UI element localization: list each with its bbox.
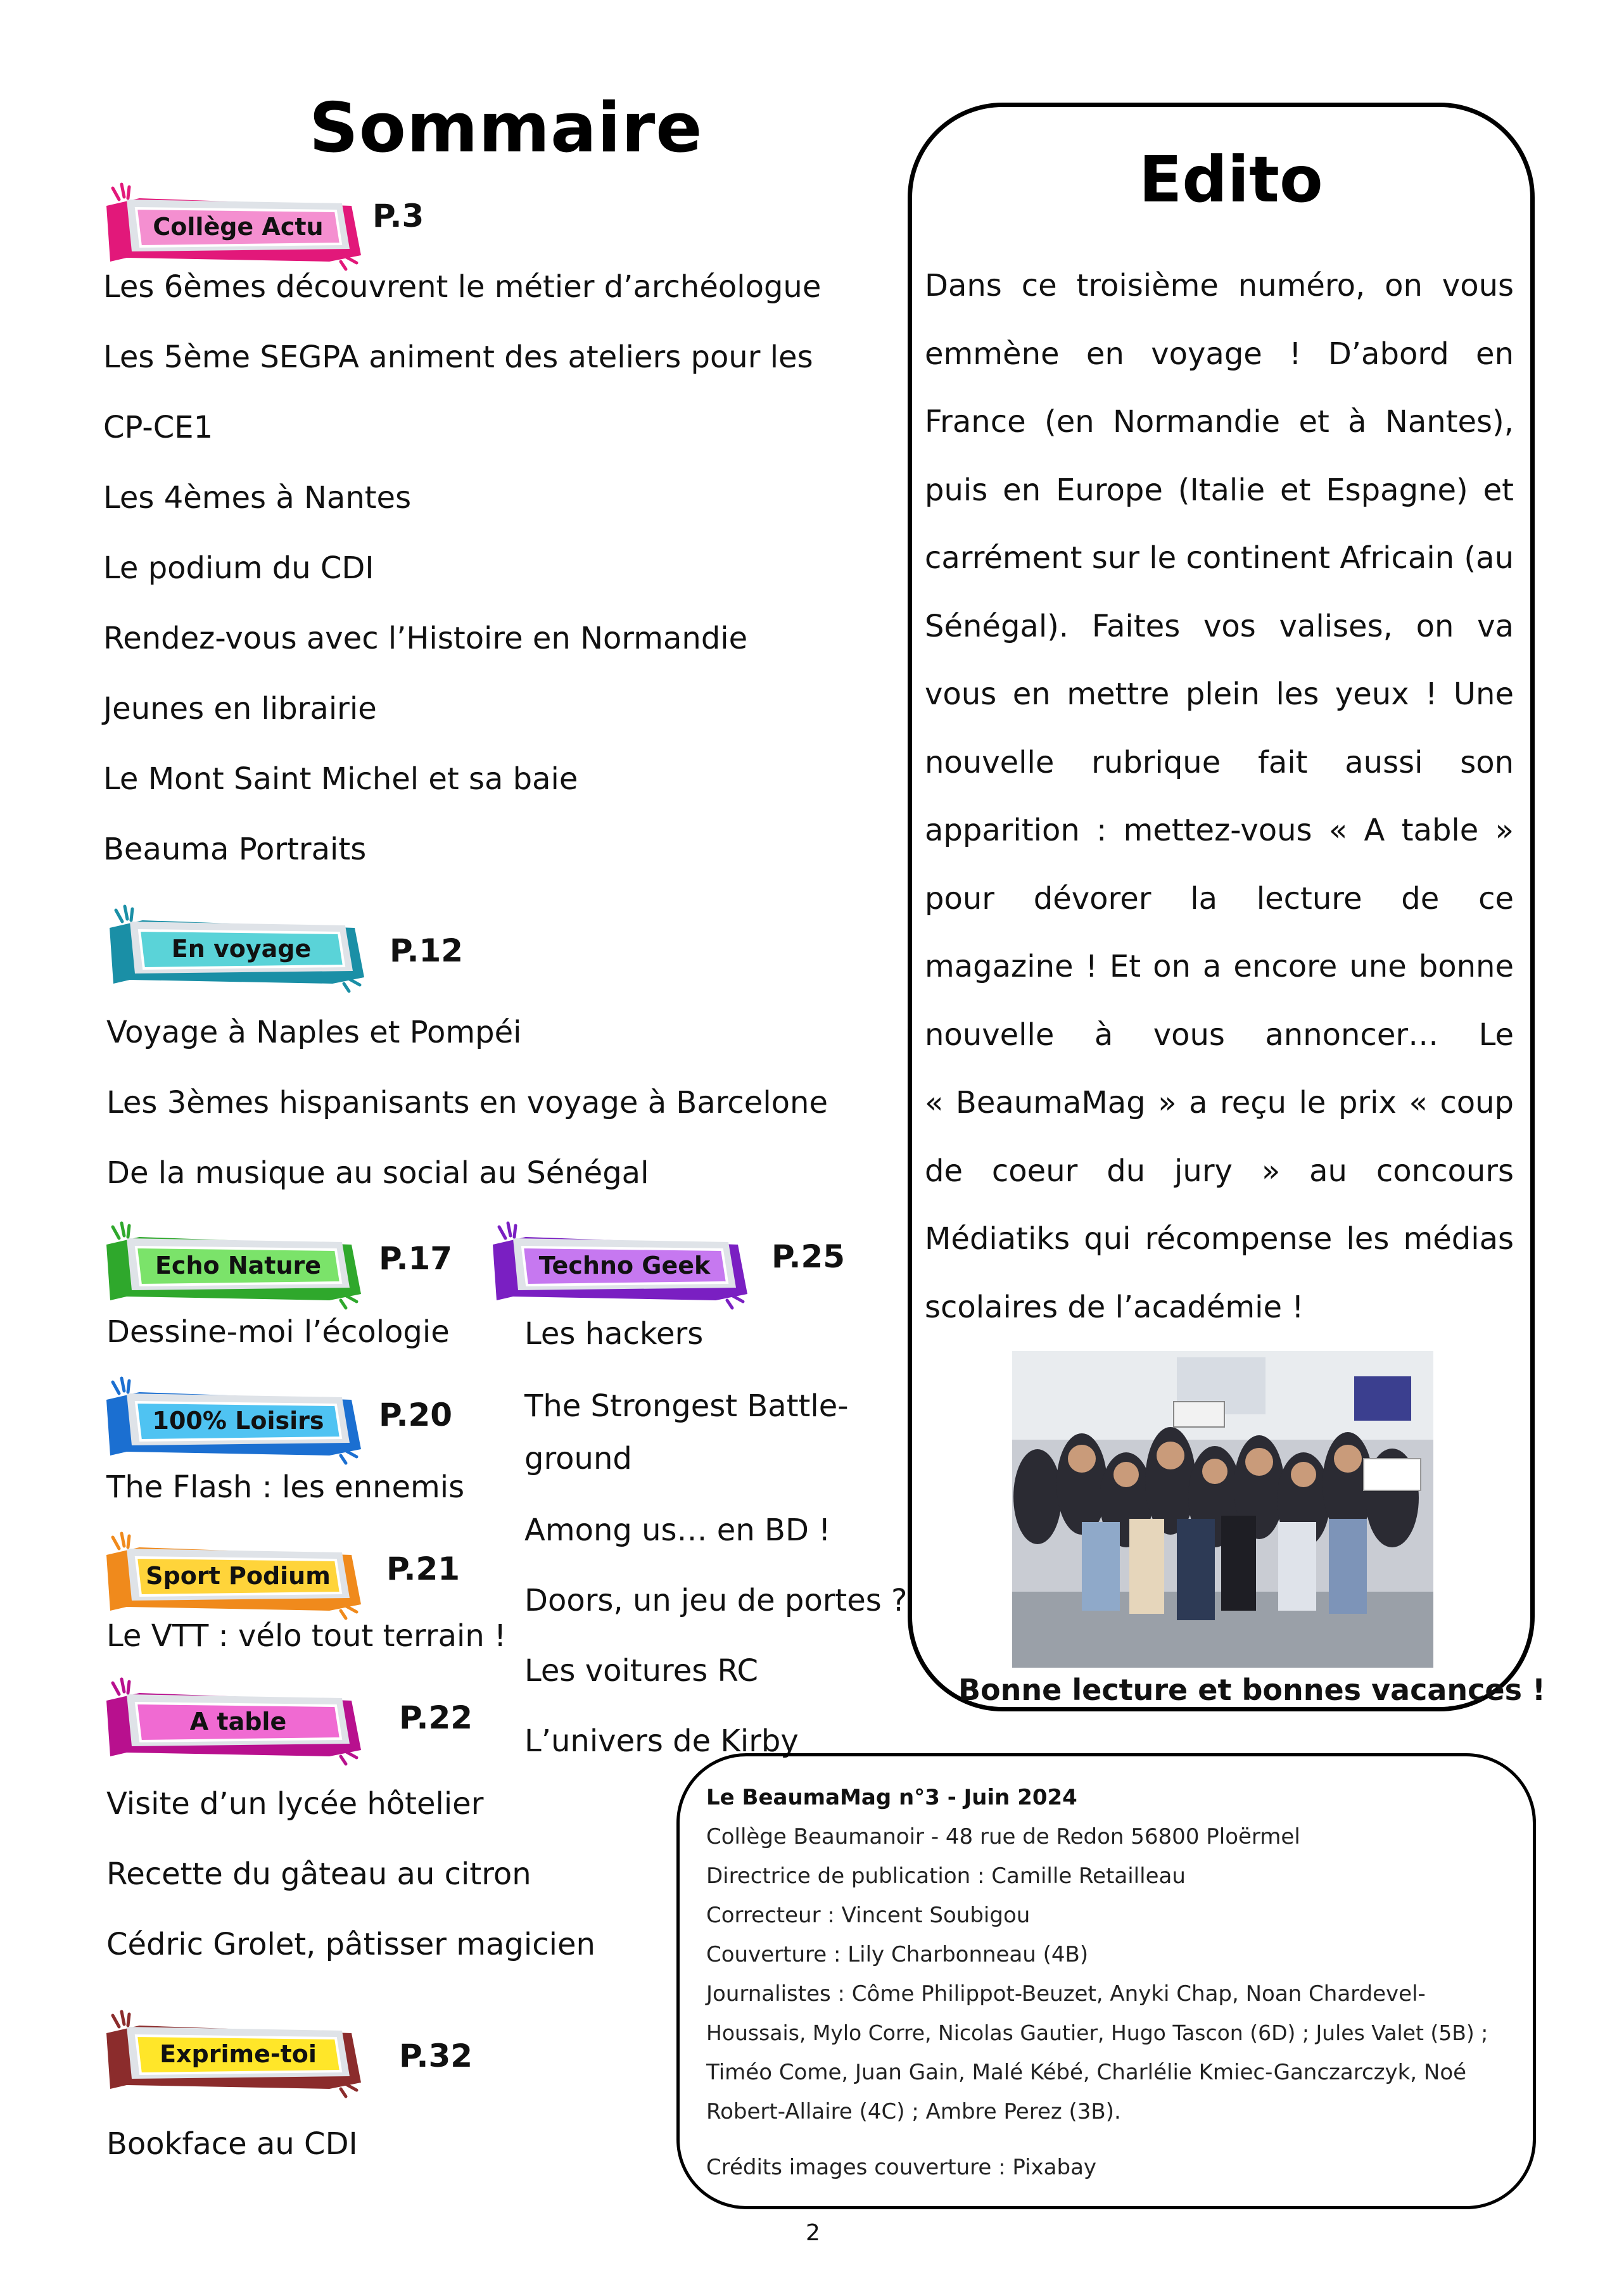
badge-a-table	[101, 1675, 367, 1764]
toc-item: Les 5ème SEGPA animent des ateliers pour les	[103, 339, 813, 375]
edito-line: « BeaumaMag » a reçu le prix « coup	[925, 1085, 1514, 1120]
toc-item: Cédric Grolet, pâtisser magicien	[106, 1927, 595, 1962]
badge-echo-nature	[101, 1219, 367, 1308]
edito-body	[925, 252, 1514, 1341]
page-ref-100-loisirs: P.20	[379, 1397, 453, 1433]
toc-item: Les voitures RC	[524, 1653, 758, 1689]
edito-line: emmène en voyage ! D’abord en	[925, 336, 1514, 372]
section-ribbon	[105, 903, 371, 991]
credits-line: Robert-Allaire (4C) ; Ambre Perez (3B).	[706, 2099, 1121, 2124]
section-ribbon	[101, 1530, 367, 1618]
sparkle-icon	[116, 906, 132, 922]
section-label: Collège Actu	[153, 213, 324, 241]
credits-line: Correcteur : Vincent Soubigou	[706, 1903, 1031, 1928]
toc-item: The Strongest Battle-	[524, 1388, 849, 1424]
edito-line: Sénégal). Faites vos valises, on va	[925, 608, 1514, 644]
page-number: 2	[806, 2220, 820, 2246]
section-ribbon	[101, 181, 367, 269]
page-ref-a-table: P.22	[399, 1699, 473, 1736]
edito-line: vous en mettre plein les yeux ! Une	[925, 676, 1514, 712]
toc-item: Les 6èmes découvrent le métier d’archéologue	[103, 269, 822, 305]
credits-heading: Le BeaumaMag n°3 - Juin 2024	[706, 1785, 1077, 1810]
page-ref-college-actu: P.3	[372, 198, 424, 234]
toc-item: ground	[524, 1441, 632, 1476]
section-label: A table	[189, 1708, 287, 1735]
edito-title: Edito	[1139, 143, 1323, 217]
sparkle-icon	[499, 1223, 516, 1238]
toc-item: Among us… en BD !	[524, 1513, 831, 1548]
edito-line: pour dévorer la lecture de ce	[925, 880, 1514, 916]
sparkle-icon	[113, 1533, 129, 1549]
toc-item: Bookface au CDI	[106, 2126, 358, 2162]
toc-item: Le Mont Saint Michel et sa baie	[103, 761, 578, 797]
section-label: Sport Podium	[146, 1562, 331, 1590]
credits-line: Houssais, Mylo Corre, Nicolas Gautier, Hugo Tascon (6D) ; Jules Valet (5B) ;	[706, 2020, 1488, 2045]
section-label: En voyage	[171, 935, 312, 963]
section-ribbon	[101, 1675, 367, 1764]
credits-line: Directrice de publication : Camille Retailleau	[706, 1863, 1186, 1889]
sparkle-icon	[113, 2012, 129, 2027]
toc-item: The Flash : les ennemis	[106, 1469, 465, 1505]
edito-closing: Bonne lecture et bonnes vacances !	[958, 1673, 1545, 1707]
edito-line: nouvelle rubrique fait aussi son	[925, 744, 1514, 780]
page-ref-sport-podium: P.21	[386, 1551, 460, 1587]
toc-item: Recette du gâteau au citron	[106, 1856, 531, 1892]
section-ribbon	[101, 2008, 367, 2096]
section-label: 100% Loisirs	[152, 1407, 324, 1435]
toc-item: Visite d’un lycée hôtelier	[106, 1786, 484, 1822]
toc-item: Les 3èmes hispanisants en voyage à Barcelone	[106, 1085, 828, 1120]
toc-item: Doors, un jeu de portes ?	[524, 1583, 908, 1618]
section-ribbon	[101, 1219, 367, 1308]
credits-images: Crédits images couverture : Pixabay	[706, 2155, 1097, 2180]
badge-en-voyage	[105, 903, 371, 991]
sparkle-icon	[113, 1378, 129, 1393]
page-ref-en-voyage: P.12	[390, 932, 464, 969]
edito-line: magazine ! Et on a encore une bonne	[925, 949, 1514, 984]
badge-college-actu	[101, 181, 367, 269]
toc-item: Beauma Portraits	[103, 832, 367, 867]
toc-item: Les 4èmes à Nantes	[103, 480, 412, 516]
credits-line: Journalistes : Côme Philippot-Beuzet, Anyki Chap, Noan Chardevel-	[706, 1981, 1426, 2007]
edito-line: nouvelle à vous annoncer… Le	[925, 1017, 1514, 1053]
edito-line: carrément sur le continent Africain (au	[925, 540, 1514, 576]
credits-line: Collège Beaumanoir - 48 rue de Redon 56800 Ploërmel	[706, 1824, 1300, 1849]
section-ribbon	[488, 1219, 754, 1308]
award-photo	[1012, 1351, 1433, 1668]
edito-line: Médiatiks qui récompense les médias	[925, 1221, 1514, 1257]
sparkle-icon	[113, 184, 129, 200]
sparkle-icon	[113, 1679, 129, 1694]
toc-item: De la musique au social au Sénégal	[106, 1155, 649, 1191]
edito-line: apparition : mettez-vous « A table »	[925, 813, 1514, 848]
toc-item: Jeunes en librairie	[103, 691, 377, 726]
summary-title: Sommaire	[309, 89, 703, 168]
sparkle-icon	[113, 1223, 129, 1238]
toc-item: Le podium du CDI	[103, 550, 374, 586]
edito-line: de coeur du jury » au concours	[925, 1153, 1514, 1189]
badge-exprime-toi	[101, 2008, 367, 2096]
edito-line: France (en Normandie et à Nantes),	[925, 404, 1514, 440]
badge-100-loisirs	[101, 1374, 367, 1463]
section-label: Exprime-toi	[160, 2040, 317, 2068]
badge-techno-geek	[488, 1219, 754, 1308]
edito-line: puis en Europe (Italie et Espagne) et	[925, 472, 1514, 508]
edito-line: scolaires de l’académie !	[925, 1289, 1304, 1325]
page-ref-echo-nature: P.17	[379, 1240, 453, 1277]
section-label: Techno Geek	[538, 1252, 711, 1279]
toc-item: CP-CE1	[103, 410, 213, 445]
toc-item: Voyage à Naples et Pompéi	[106, 1015, 522, 1050]
page-ref-exprime-toi: P.32	[399, 2038, 473, 2074]
toc-item: Les hackers	[524, 1316, 704, 1352]
toc-item: Rendez-vous avec l’Histoire en Normandie	[103, 621, 748, 656]
credits-line: Couverture : Lily Charbonneau (4B)	[706, 1942, 1089, 1967]
badge-sport-podium	[101, 1530, 367, 1618]
page-ref-techno-geek: P.25	[771, 1238, 846, 1275]
credits-line: Timéo Come, Juan Gain, Malé Kébé, Charlélie Kmiec-Ganczarczyk, Noé	[706, 2060, 1467, 2085]
toc-item: Le VTT : vélo tout terrain !	[106, 1618, 507, 1654]
section-label: Echo Nature	[155, 1252, 322, 1279]
toc-item: L’univers de Kirby	[524, 1723, 799, 1759]
toc-item: Dessine-moi l’écologie	[106, 1314, 450, 1350]
edito-line: Dans ce troisième numéro, on vous	[925, 268, 1514, 303]
section-ribbon	[101, 1374, 367, 1463]
